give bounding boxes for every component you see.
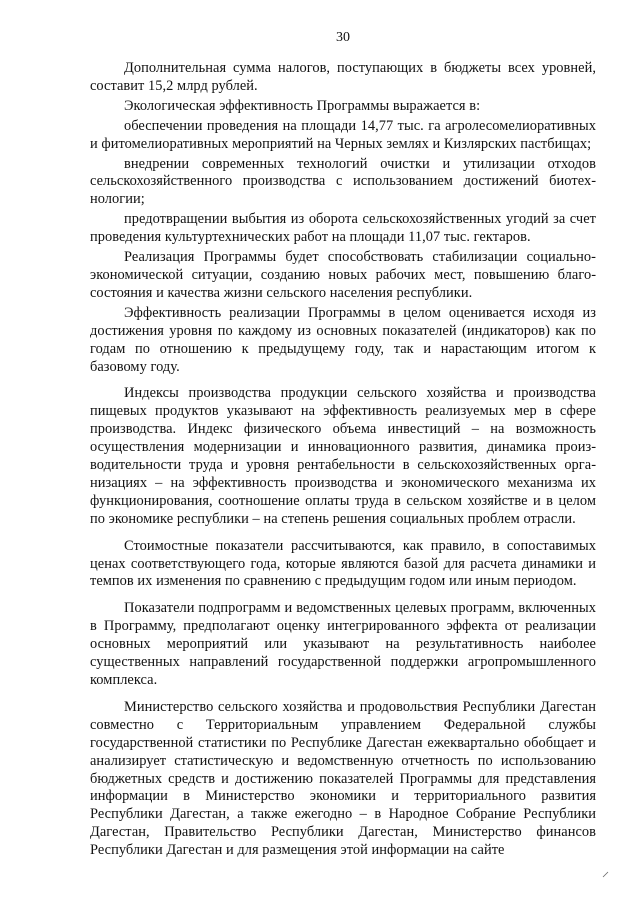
paragraph-additional-taxes: Дополнительная сумма налогов, поступающих в бюджеты всех уровней, составит 15,2 млрд рублей.: [90, 60, 596, 94]
document-page: [90, 0, 596, 864]
paragraph-efficiency-assessment: Эффективность реализации Программы в целом оценивается исходя из достижения уровня по каждому из основных показателей (индикаторов) как по годам по отношению к предыдущему году, так и нарастающим итогом к базовому году.: [90, 304, 596, 375]
paragraph-agroforestry: обеспечении проведения на площади 14,77 тыс. га агролесомелиоративных и фитомелиоративных мероприятий на Черных землях и Кизлярских пастбищах;: [90, 117, 596, 152]
paragraph-cost-indicators: Стоимостные показатели рассчитываются, как правило, в сопоставимых ценах соответствующего года, которые являются базой для расчета динамики и темпов их изменения по сравнению с предыдущим годом или иным периодом.: [90, 537, 596, 590]
scan-speck-icon: [602, 870, 610, 878]
paragraph-subprogram-indicators: Показатели подпрограмм и ведомственных целевых программ, включенных в Программу, предполагают оценку интегрированного эффекта от реализации основных мероприятий или указывают на результативность наиболее существенных направлений государственной поддержки агропромышленного комплекса.: [90, 600, 596, 688]
paragraph-ministry-reporting: Министерство сельского хозяйства и продовольствия Республики Дагестан совместно с Территориальным управлением Федеральной службы государственной статистики по Республике Дагестан ежеквартально обобщает и анализирует статистическую и ведомственную отчетность по использованию бюджетных средств и достижению показателей Программы для представления информации в Министерство экономики и территориального развития Республики Дагестан, а также ежегодно – в Народное Собрание Республики Дагестан, Правительство Республики Дагестан, Министерство финансов Республики Дагестан и для размещения этой информации на сайте: [90, 698, 596, 859]
paragraph-land-preservation: предотвращении выбытия из оборота сельскохозяйственных угодий за счет проведения культуртехнических работ на площади 11,07 тыс. гектаров.: [90, 211, 596, 246]
scan-speck: [602, 870, 610, 878]
page-number: 30: [336, 30, 350, 45]
paragraph-production-indices: Индексы производства продукции сельского хозяйства и производства пищевых продуктов указывают на эффективность реализуемых мер в сфере производства. Индекс физического объема инвестиций – на возможность осуществления модернизации и инновационного развития, динамика производительности труда и уровня рентабельности в сельскохозяйственных организациях – на эффективность производства и экономического механизма их функционирования, соотношение оплаты труда в сельском хозяйстве и в целом по экономике республики – на степень решения социальных проблем отрасли.: [90, 385, 596, 527]
paragraph-ecological-efficiency: Экологическая эффективность Программы выражается в:: [124, 97, 481, 114]
paragraph-waste-technologies: внедрении современных технологий очистки и утилизации отходов сельскохозяйственного производства с использованием достижений биотехнологии;: [90, 155, 596, 208]
paragraph-program-implementation: Реализация Программы будет способствовать стабилизации социально-экономической ситуации, созданию новых рабочих мест, повышению благосостояния и качества жизни сельского населения республики.: [90, 249, 596, 301]
